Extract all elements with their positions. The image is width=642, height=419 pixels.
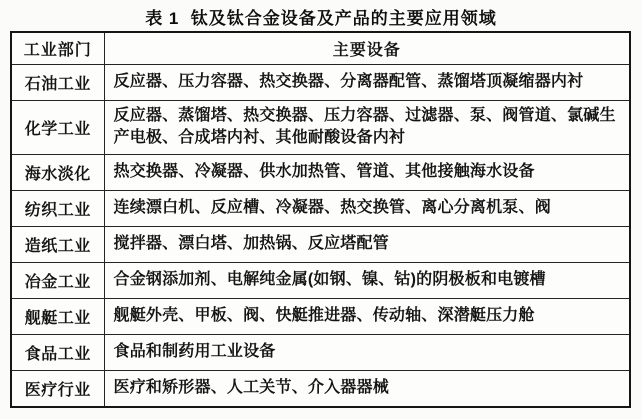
table-row xyxy=(11,101,630,155)
table-row xyxy=(11,226,630,262)
table-title: 表 1 钛及钛合金设备及产品的主要应用领域 xyxy=(145,9,497,28)
table-row xyxy=(11,190,630,226)
application-areas-table xyxy=(10,31,631,408)
sector-cell: 石油工业 xyxy=(11,65,104,101)
equipment-cell: 反应器、压力容器、热交换器、分离器配管、蒸馏塔顶凝缩器内衬 xyxy=(104,65,630,101)
table-row xyxy=(11,334,630,370)
equipment-cell: 反应器、蒸馏塔、热交换器、压力容器、过滤器、泵、阀管道、氯碱生产电极、合成塔内衬、其他耐酸设备内衬 xyxy=(104,101,630,155)
equipment-cell: 舰艇外壳、甲板、阀、快艇推进器、传动轴、深潜艇压力舱 xyxy=(104,298,630,334)
table-row xyxy=(11,154,630,190)
sector-cell: 纺织工业 xyxy=(11,190,104,226)
equipment-cell: 连续漂白机、反应槽、冷凝器、热交换管、离心分离机泵、阀 xyxy=(104,190,630,226)
sector-cell: 医疗行业 xyxy=(11,370,104,407)
equipment-cell: 搅拌器、漂白塔、加热锅、反应塔配管 xyxy=(104,226,630,262)
sector-cell: 造纸工业 xyxy=(11,226,104,262)
equipment-cell: 食品和制药用工业设备 xyxy=(104,334,630,370)
equipment-cell: 合金钢添加剂、电解纯金属(如钢、镍、钴)的阴极板和电镀槽 xyxy=(104,262,630,298)
equipment-cell: 医疗和矫形器、人工关节、介入器器械 xyxy=(104,370,630,407)
sector-cell: 化学工业 xyxy=(11,101,104,155)
table-row xyxy=(11,65,630,101)
header-sector: 工业部门 xyxy=(11,32,104,65)
sector-cell: 海水淡化 xyxy=(11,154,104,190)
table-row xyxy=(11,298,630,334)
header-equipment: 主要设备 xyxy=(104,32,630,65)
table-row xyxy=(11,262,630,298)
sector-cell: 舰艇工业 xyxy=(11,298,104,334)
sector-cell: 食品工业 xyxy=(11,334,104,370)
table-row xyxy=(11,370,630,407)
header-row xyxy=(11,32,630,65)
sector-cell: 冶金工业 xyxy=(11,262,104,298)
equipment-cell: 热交换器、冷凝器、供水加热管、管道、其他接触海水设备 xyxy=(104,154,630,190)
